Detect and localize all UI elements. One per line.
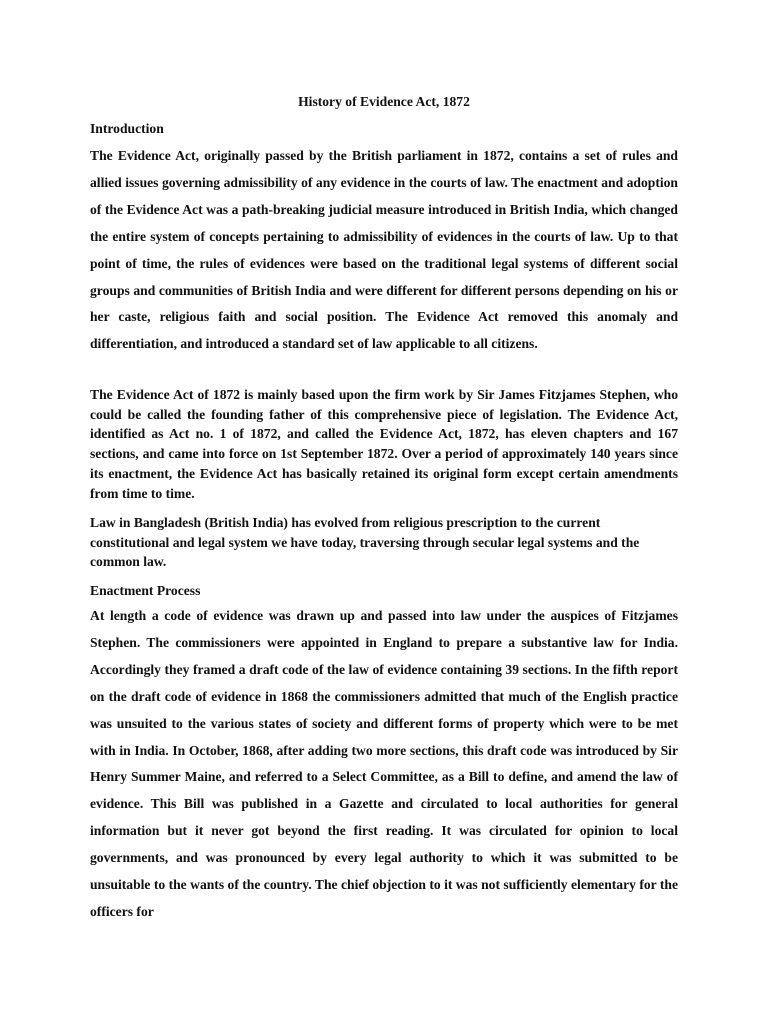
enactment-process-heading: Enactment Process <box>90 583 201 598</box>
introduction-paragraph: The Evidence Act, originally passed by the British parliament in 1872, contains a set of rules and allied issues governing admissibility of any evidence in the courts of law. The enactment and adoption of the Evidence Act was a path-breaking judicial measure introduced in British India, which changed the entire system of concepts pertaining to admissibility of evidences in the courts of law. Up to that point of time, the rules of evidences were based on the traditional legal systems of different social groups and communities of British India and were different for different persons depending on his or her caste, religious faith and social position. The Evidence Act removed this anomaly and differentiation, and introduced a standard set of law applicable to all citizens. <box>90 148 678 352</box>
bangladesh-paragraph: Law in Bangladesh (British India) has evolved from religious prescription to the current constitutional and legal system we have today, traversing through secular legal systems and the common law. <box>90 515 640 570</box>
stephen-paragraph: The Evidence Act of 1872 is mainly based upon the firm work by Sir James Fitzjames Stephen, who could be called the founding father of this comprehensive piece of legislation. The Evidence Act, identified as Act no. 1 of 1872, and called the Evidence Act, 1872, has eleven chapters and 167 sections, and came into force on 1st September 1872. Over a period of approximately 140 years since its enactment, the Evidence Act has basically retained its original form except certain amendments from time to time. <box>90 387 678 501</box>
document-title: History of Evidence Act, 1872 <box>298 94 470 109</box>
enactment-paragraph: At length a code of evidence was drawn up and passed into law under the auspices of Fitzjames Stephen. The commissioners were appointed in England to prepare a substantive law for India. Accordingly they framed a draft code of the law of evidence containing 39 sections. In the fifth report on the draft code of evidence in 1868 the commissioners admitted that much of the English practice was unsuited to the various states of society and different forms of property which were to be met with in India. In October, 1868, after adding two more sections, this draft code was introduced by Sir Henry Summer Maine, and referred to a Select Committee, as a Bill to define, and amend the law of evidence. This Bill was published in a Gazette and circulated to local authorities for general information but it never got beyond the first reading. It was circulated for opinion to local governments, and was pronounced by every legal authority to which it was submitted to be unsuitable to the wants of the country. The chief objection to it was not sufficiently elementary for the officers for <box>90 608 678 919</box>
introduction-heading: Introduction <box>90 121 164 136</box>
